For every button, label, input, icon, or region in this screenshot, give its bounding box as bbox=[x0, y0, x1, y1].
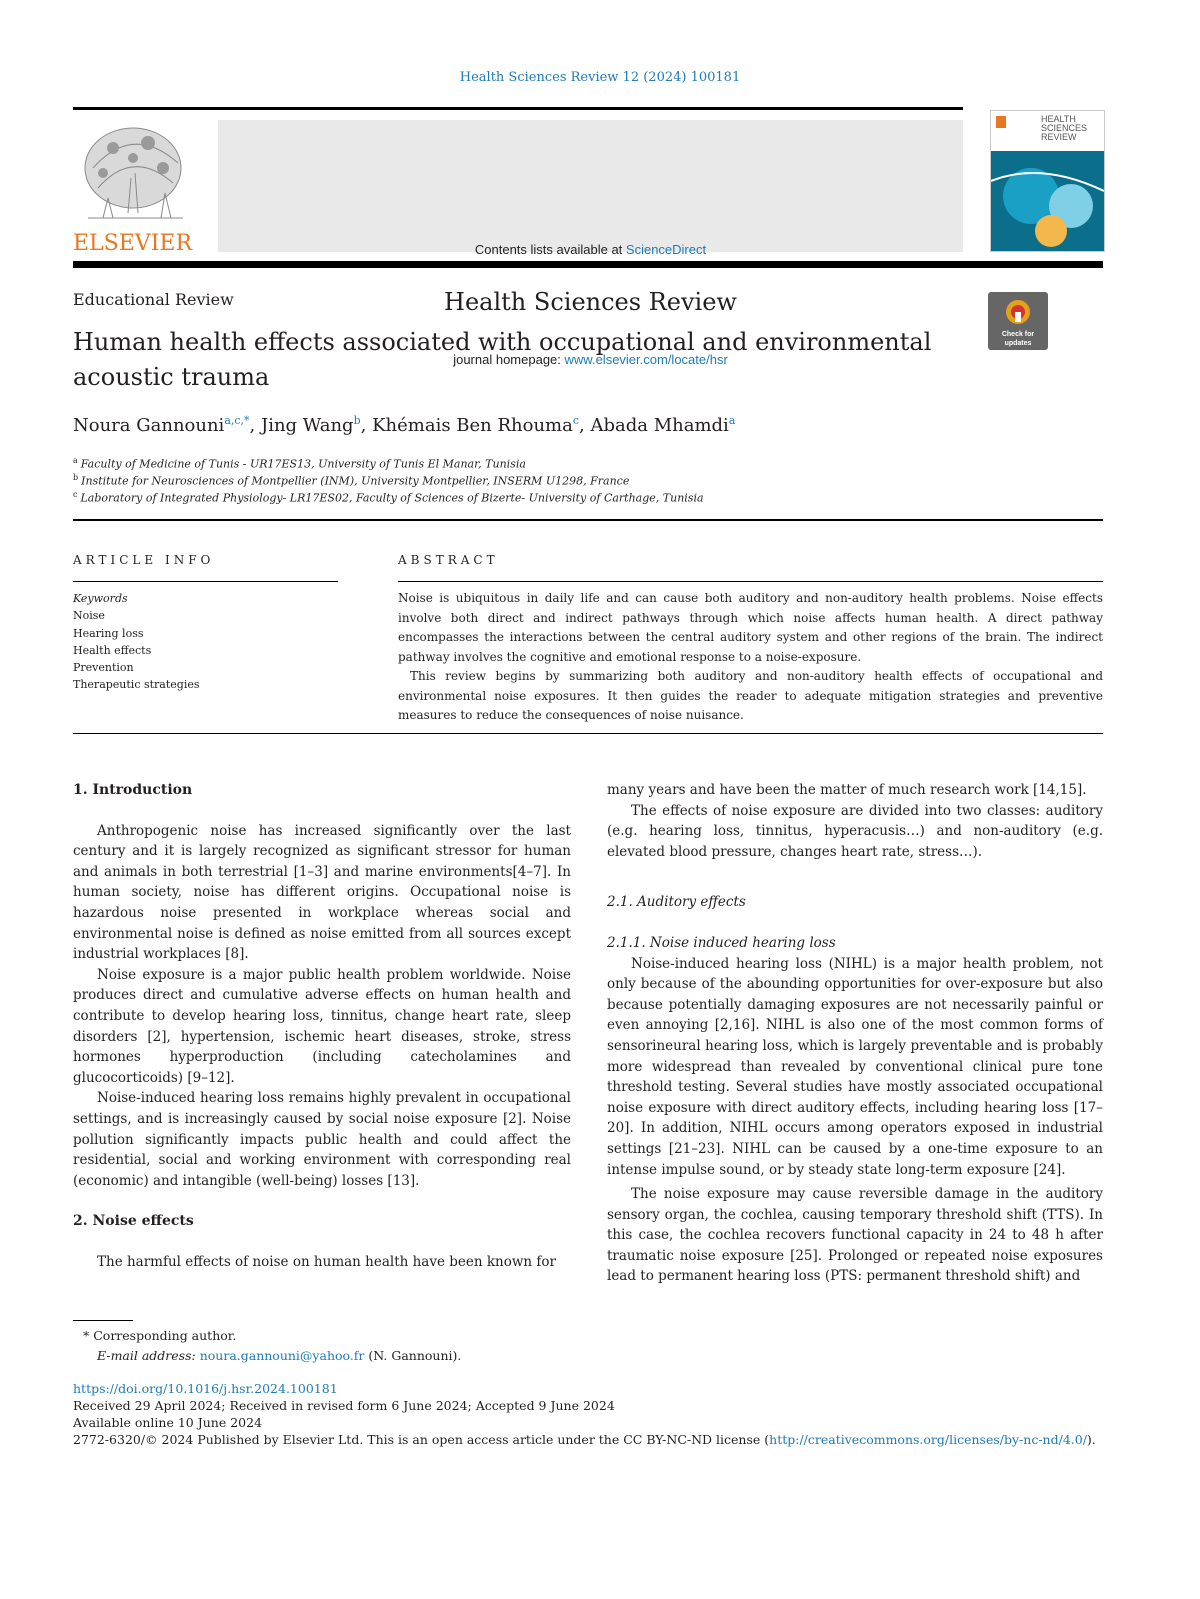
cover-title: HEALTH SCIENCES REVIEW bbox=[1041, 114, 1088, 142]
affiliation-text: Institute for Neurosciences of Montpellier (INM), University Montpellier, INSERM U1298, France bbox=[81, 474, 630, 488]
body-paragraph: The harmful effects of noise on human health have been known for bbox=[97, 1253, 556, 1270]
check-for-updates-badge[interactable] bbox=[988, 292, 1048, 350]
license-suffix: ). bbox=[1086, 1432, 1096, 1447]
elsevier-logo[interactable] bbox=[73, 118, 208, 253]
author-email-link[interactable]: noura.gannouni@yahoo.fr bbox=[199, 1348, 365, 1363]
running-head[interactable]: Health Sciences Review 12 (2024) 100181 bbox=[459, 70, 741, 85]
body-left-column bbox=[73, 780, 571, 1272]
body-right-column bbox=[607, 780, 1103, 1287]
elsevier-wordmark: ELSEVIER bbox=[73, 231, 193, 253]
masthead-rule bbox=[73, 261, 1103, 268]
email-note bbox=[73, 1346, 461, 1366]
abstract-rule bbox=[398, 581, 1103, 582]
author-affiliation-marker[interactable]: a bbox=[728, 414, 736, 427]
section-heading-introduction: 1. Introduction bbox=[73, 782, 193, 798]
affiliation-marker: c bbox=[73, 490, 78, 499]
publication-info bbox=[73, 1380, 1113, 1448]
subsection-heading: 2.1. Auditory effects bbox=[607, 894, 746, 911]
author-affiliation-marker[interactable]: b bbox=[353, 414, 361, 427]
body-paragraph: The noise exposure may cause reversible damage in the auditory sensory organ, the cochlea, causing temporary threshold shift (TTS). In this case, the cochlea recovers functional capacity in 24 to 48 h after traumatic noise exposure [25]. Prolonged or repeated noise exposures lead to permanent hearing loss (PTS: permanent threshold shift) and bbox=[607, 1186, 1103, 1285]
homepage-prefix: journal homepage: bbox=[453, 352, 565, 367]
author-name[interactable]: Abada Mhamdi bbox=[590, 415, 729, 436]
abstract-paragraph: This review begins by summarizing both auditory and non-auditory health effects of occupational and environmental noise exposures. It then guides the reader to adequate mitigation strategies and preventive measures to reduce the consequences of noise nuisance. bbox=[398, 669, 1103, 722]
body-paragraph: Noise exposure is a major public health problem worldwide. Noise produces direct and cumulative adverse effects on human health and contribute to develop hearing loss, tinnitus, change heart rate, sleep disorders [2], hypertension, ischemic heart diseases, stroke, stress hormones hyperproduction (including catecholamines and glucocorticoids) [9–12]. bbox=[73, 966, 571, 1086]
affiliation bbox=[73, 473, 629, 488]
keywords-list bbox=[73, 590, 333, 694]
keyword[interactable]: Therapeutic strategies bbox=[73, 678, 200, 692]
affiliation-text: Laboratory of Integrated Physiology- LR17ES02, Faculty of Sciences of Bizerte- University of Carthage, Tunisia bbox=[80, 491, 704, 505]
affiliation-marker: b bbox=[73, 473, 79, 482]
keyword[interactable]: Hearing loss bbox=[73, 626, 144, 640]
affiliation bbox=[73, 456, 526, 471]
contents-line bbox=[218, 242, 963, 257]
svg-text:Check for: Check for bbox=[1001, 331, 1035, 338]
abstract-paragraph: Noise is ubiquitous in daily life and can cause both auditory and non-auditory health problems. Noise effects involve both direct and indirect pathways through which noise affects human health. A direct pathway encompasses the interactions between the central auditory system and other regions of the brain. The indirect pathway involves the cognitive and emotional response to a noise-exposure. bbox=[398, 591, 1103, 664]
article-title: Human health effects associated with occupational and environmental acoustic trauma bbox=[73, 328, 932, 391]
email-label: E-mail address: bbox=[97, 1348, 196, 1363]
check-updates-icon bbox=[988, 292, 1048, 350]
affiliation-text: Faculty of Medicine of Tunis - UR17ES13, University of Tunis El Manar, Tunisia bbox=[80, 457, 526, 471]
email-suffix: (N. Gannouni). bbox=[364, 1348, 462, 1363]
abstract-body bbox=[398, 589, 1103, 726]
journal-title: Health Sciences Review bbox=[444, 288, 737, 316]
body-paragraph: Noise-induced hearing loss (NIHL) is a major health problem, not only because of the abounding opportunities for over-exposure but also because potentially damaging exposures are not necessarily painful or even annoying [2,16]. NIHL is also one of the most common forms of sensorineural hearing loss, which is largely preventable and is probably more widespread than revealed by conventional clinical pure tone threshold testing. Several studies have mostly associated occupational noise exposure with direct auditory effects, including hearing loss [17–20]. In addition, NIHL occurs among operators exposed in industrial settings [21–23]. NIHL can be caused by a one-time exposure to an intense impulse sound, or by steady state long-term exposure [24]. bbox=[607, 955, 1103, 1178]
header-rule bbox=[73, 107, 963, 110]
author-list: Noura Gannouni$^{a,c,*}$, Jing Wang$^b$, Khémais Ben Rhouma$^c$, Abada Mhamdi$^a$ bbox=[73, 414, 736, 436]
abstract-label: ABSTRACT bbox=[398, 553, 499, 567]
license-link[interactable]: http://creativecommons.org/licenses/by-nc-nd/4.0/ bbox=[769, 1432, 1087, 1447]
author-name[interactable]: Khémais Ben Rhouma bbox=[372, 415, 573, 436]
body-paragraph: many years and have been the matter of much research work [14,15]. bbox=[607, 782, 1087, 798]
license-line bbox=[73, 1431, 1113, 1448]
sciencedirect-link[interactable]: ScienceDirect bbox=[625, 242, 707, 257]
author-affiliation-marker[interactable]: a,c,* bbox=[224, 414, 250, 427]
corresponding-author-note: * Corresponding author. bbox=[83, 1328, 237, 1343]
article-info-rule bbox=[73, 581, 338, 582]
license-prefix: 2772-6320/© 2024 Published by Elsevier Ltd. This is an open access article under the CC BY-NC-ND license ( bbox=[73, 1432, 770, 1447]
author-name[interactable]: Noura Gannouni bbox=[73, 415, 225, 436]
body-paragraph: The effects of noise exposure are divided into two classes: auditory (e.g. hearing loss, tinnitus, hyperacusis…) and non-auditory (e.g. elevated blood pressure, changes heart rate, stress…). bbox=[607, 802, 1103, 860]
article-info-label: ARTICLE INFO bbox=[73, 553, 215, 567]
article-type: Educational Review bbox=[73, 290, 234, 309]
contents-prefix: Contents lists available at bbox=[474, 242, 626, 257]
footnotes bbox=[73, 1326, 461, 1366]
section-heading-noise-effects: 2. Noise effects bbox=[73, 1213, 194, 1230]
footnote-rule bbox=[73, 1320, 133, 1321]
abstract-end-rule bbox=[73, 733, 1103, 734]
section-rule bbox=[73, 519, 1103, 521]
keyword[interactable]: Prevention bbox=[73, 661, 134, 675]
keyword[interactable]: Health effects bbox=[73, 643, 152, 657]
keywords-heading: Keywords bbox=[73, 592, 128, 605]
elsevier-tree-icon bbox=[73, 118, 208, 253]
affiliation-marker: a bbox=[73, 456, 78, 465]
doi-link[interactable]: https://doi.org/10.1016/j.hsr.2024.100181 bbox=[73, 1381, 338, 1396]
svg-text:updates: updates bbox=[1004, 340, 1032, 347]
author-affiliation-marker[interactable]: c bbox=[572, 414, 580, 427]
publication-dates: Received 29 April 2024; Received in revised form 6 June 2024; Accepted 9 June 2024 bbox=[73, 1398, 615, 1413]
keyword[interactable]: Noise bbox=[73, 609, 105, 623]
body-paragraph: Anthropogenic noise has increased significantly over the last century and it is largely recognized as significant stressor for human and animals in both terrestrial [1–3] and marine environments[4–7]. In human society, noise has different origins. Occupational noise is hazardous noise presented in workplace whereas social and environmental noise is defined as noise emitted from all sources except industrial workplaces [8]. bbox=[73, 822, 571, 963]
online-date: Available online 10 June 2024 bbox=[73, 1415, 263, 1430]
journal-homepage-link[interactable]: www.elsevier.com/locate/hsr bbox=[564, 352, 728, 367]
affiliation bbox=[73, 490, 704, 505]
subsubsection-heading: 2.1.1. Noise induced hearing loss bbox=[607, 934, 836, 951]
journal-cover[interactable] bbox=[990, 110, 1105, 252]
body-paragraph: Noise-induced hearing loss remains highly prevalent in occupational settings, and is increasingly caused by social noise exposure [2]. Noise pollution significantly impacts public health and could affect the residential, social and working environment with corresponding real (economic) and intangible (well-being) losses [13]. bbox=[73, 1090, 571, 1189]
author-name[interactable]: Jing Wang bbox=[260, 415, 354, 436]
